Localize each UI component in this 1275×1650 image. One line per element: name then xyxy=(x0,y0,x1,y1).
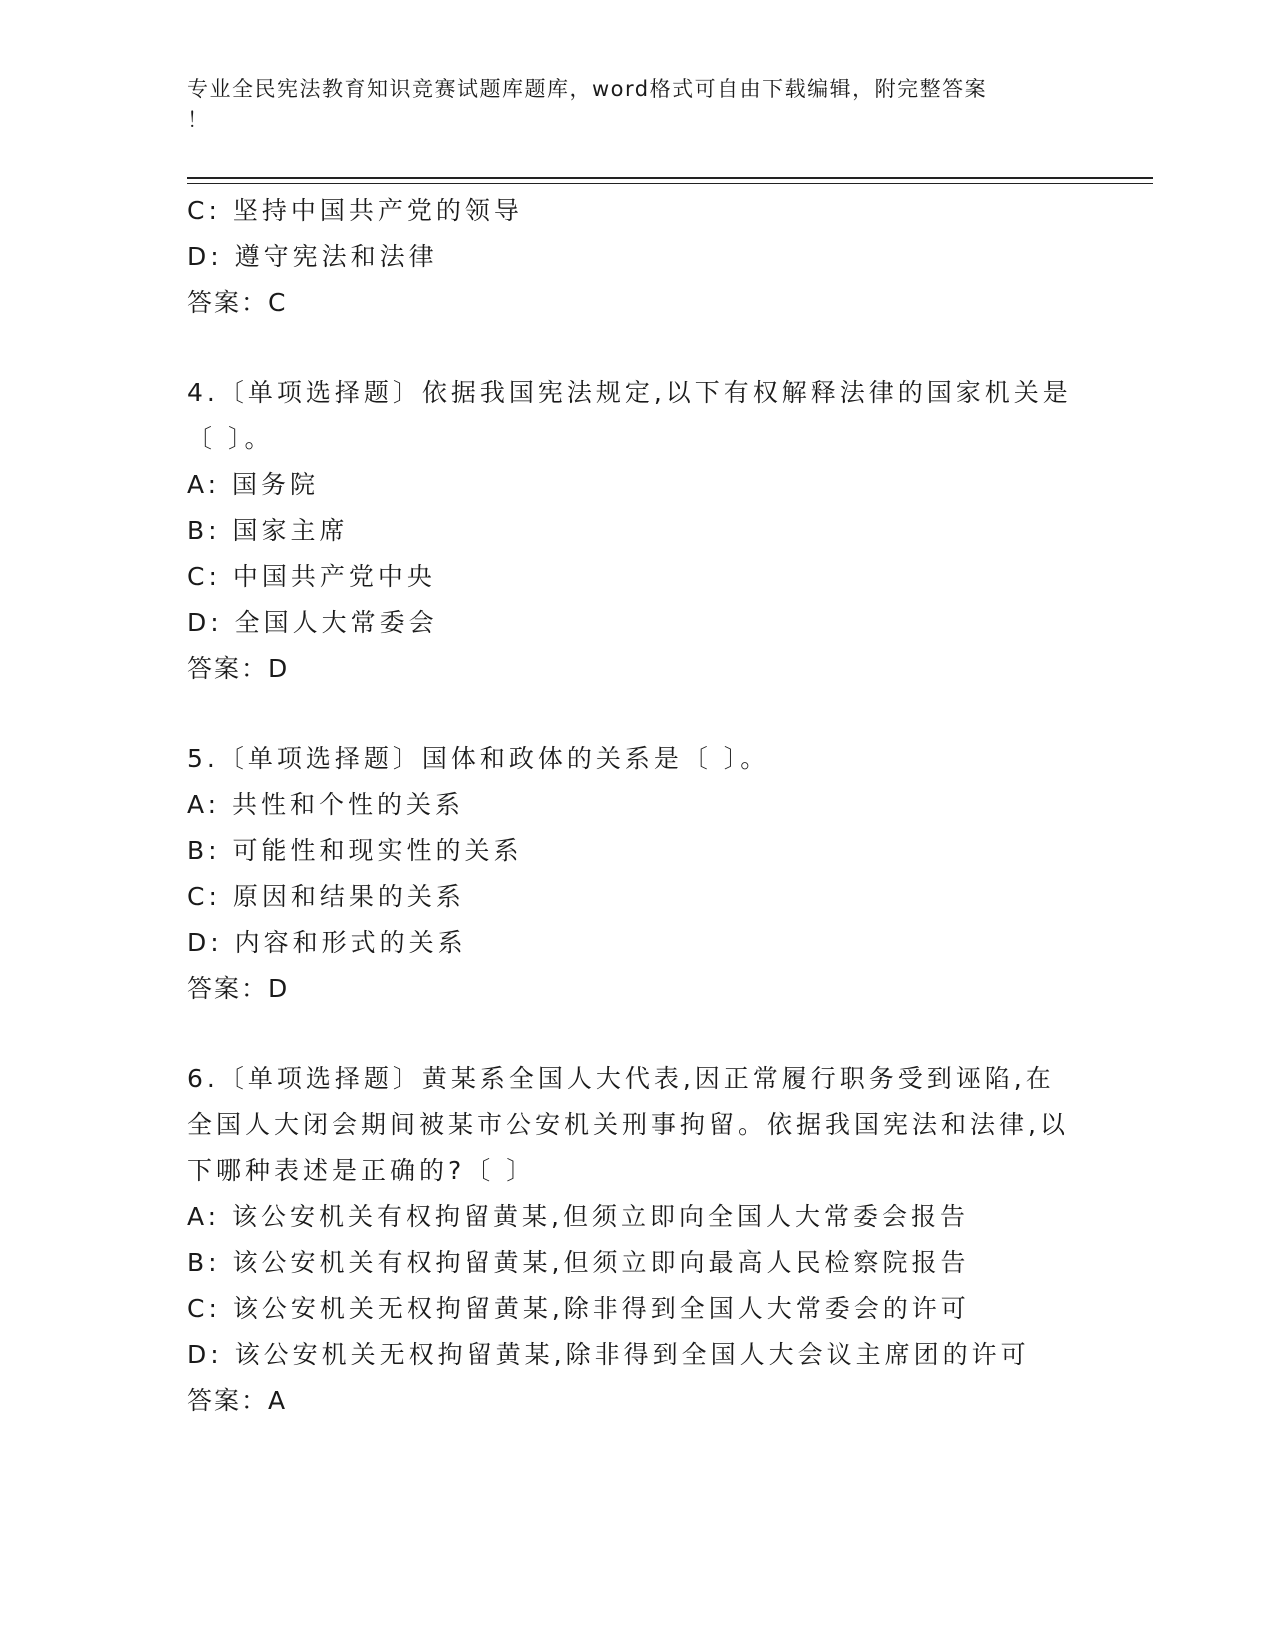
question-stem-continued: 下哪种表述是正确的?〔 〕 xyxy=(187,1156,536,1185)
document-header xyxy=(187,74,1087,136)
option-b: B: 该公安机关有权拘留黄某,但须立即向最高人民检察院报告 xyxy=(187,1248,970,1277)
answer-line: 答案：A xyxy=(187,1386,288,1415)
header-title: 专业全民宪法教育知识竞赛试题库题库，word格式可自由下载编辑，附完整答案 xyxy=(187,77,988,101)
answer-line: 答案：D xyxy=(187,974,290,1003)
option-d: D: 遵守宪法和法律 xyxy=(187,242,438,271)
question-stem: 6.〔单项选择题〕黄某系全国人大代表,因正常履行职务受到诬陷,在 xyxy=(187,1064,1055,1093)
question-stem: 5.〔单项选择题〕国体和政体的关系是〔 〕。 xyxy=(187,744,770,773)
option-a: A: 该公安机关有权拘留黄某,但须立即向全国人大常委会报告 xyxy=(187,1202,969,1231)
question-4 xyxy=(187,370,1087,692)
option-c: C: 原因和结果的关系 xyxy=(187,882,465,911)
question-stem-continued: 〔 〕。 xyxy=(187,424,274,453)
header-title-continued: ！ xyxy=(187,108,210,132)
question-stem-continued: 全国人大闭会期间被某市公安机关刑事拘留。依据我国宪法和法律,以 xyxy=(187,1110,1069,1139)
option-a: A: 国务院 xyxy=(187,470,320,499)
question-5 xyxy=(187,736,1087,1012)
option-a: A: 共性和个性的关系 xyxy=(187,790,465,819)
spacer xyxy=(187,692,1087,736)
spacer xyxy=(187,1012,1087,1056)
option-c: C: 该公安机关无权拘留黄某,除非得到全国人大常委会的许可 xyxy=(187,1294,970,1323)
question-6 xyxy=(187,1056,1087,1424)
option-b: B: 国家主席 xyxy=(187,516,349,545)
option-c: C: 坚持中国共产党的领导 xyxy=(187,196,523,225)
header-divider-thick xyxy=(187,177,1153,179)
spacer xyxy=(187,326,1087,370)
question-3 xyxy=(187,188,1087,326)
option-d: D: 全国人大常委会 xyxy=(187,608,438,637)
answer-line: 答案：C xyxy=(187,288,288,317)
question-stem: 4.〔单项选择题〕依据我国宪法规定,以下有权解释法律的国家机关是 xyxy=(187,378,1072,407)
option-b: B: 可能性和现实性的关系 xyxy=(187,836,523,865)
answer-line: 答案：D xyxy=(187,654,290,683)
question-list xyxy=(187,188,1087,1424)
option-d: D: 内容和形式的关系 xyxy=(187,928,467,957)
header-divider-thin xyxy=(187,183,1153,184)
option-d: D: 该公安机关无权拘留黄某,除非得到全国人大会议主席团的许可 xyxy=(187,1340,1030,1369)
option-c: C: 中国共产党中央 xyxy=(187,562,436,591)
